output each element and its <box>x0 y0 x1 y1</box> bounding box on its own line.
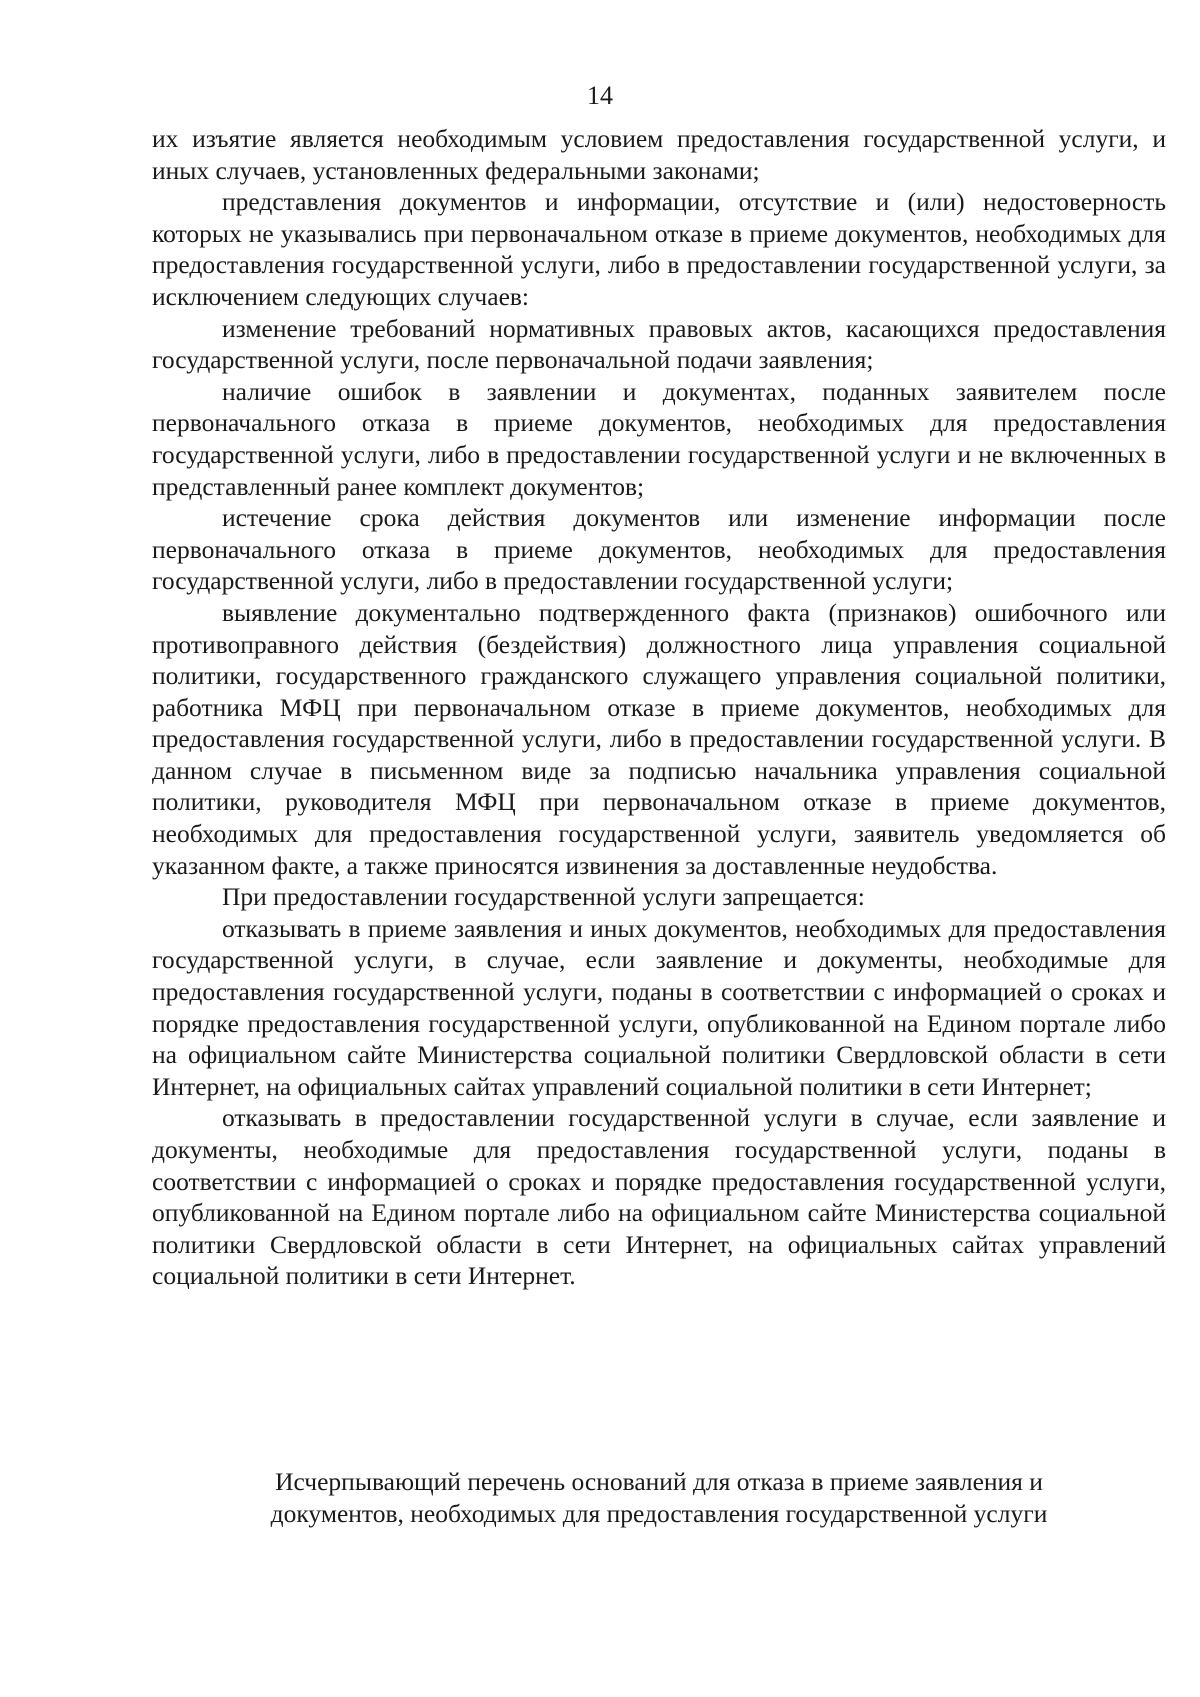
section-heading-line: Исчерпывающий перечень оснований для отказа в приеме заявления и <box>275 1467 1043 1496</box>
paragraph: их изъятие является необходимым условием предоставления государственной услуги, и иных случаев, установленных федеральными законами; <box>152 124 1166 185</box>
section-heading-line: документов, необходимых для предоставления государственной услуги <box>270 1498 1048 1528</box>
paragraph: выявление документально подтвержденного факта (признаков) ошибочного или противоправного действия (бездействия) должностного лица управления социальной политики, государственного гражданского служащего управления социальной политики, работника МФЦ при первоначальном отказе в приеме документов, необходимых для предоставления государственной услуги, либо в предоставлении государственной услуги. В данном случае в письменном виде за подписью начальника управления социальной политики, руководителя МФЦ при первоначальном отказе в приеме документов, необходимых для предоставления государственной услуги, заявитель уведомляется об указанном факте, а также приносятся извинения за доставленные неудобства. <box>152 597 1166 880</box>
paragraph: отказывать в предоставлении государственной услуги в случае, если заявление и документы, необходимые для предоставления государственной услуги, поданы в соответствии с информацией о сроках и порядке предоставления государственной услуги, опубликованной на Едином портале либо на официальном сайте Министерства социальной политики Свердловской области в сети Интернет, на официальных сайтах управлений социальной политики в сети Интернет. <box>152 1103 1166 1291</box>
paragraph: представления документов и информации, отсутствие и (или) недостоверность которых не указывались при первоначальном отказе в приеме документов, необходимых для предоставления государственной услуги, либо в предоставлении государственной услуги, за исключением следующих случаев: <box>152 187 1166 311</box>
paragraph: отказывать в приеме заявления и иных документов, необходимых для предоставления государственной услуги, в случае, если заявление и документы, необходимые для предоставления государственной услуги, поданы в соответствии с информацией о сроках и порядке предоставления государственной услуги, опубликованной на Едином портале либо на официальном сайте Министерства социальной политики Свердловской области в сети Интернет, на официальных сайтах управлений социальной политики в сети Интернет; <box>152 913 1166 1101</box>
paragraph: изменение требований нормативных правовых актов, касающихся предоставления государственной услуги, после первоначальной подачи заявления; <box>152 313 1166 375</box>
paragraph: При предоставлении государственной услуги запрещается: <box>222 882 865 912</box>
page-number: 14 <box>587 81 613 110</box>
section-heading <box>152 1466 1166 1529</box>
document-body <box>152 123 1166 1292</box>
paragraph: наличие ошибок в заявлении и документах, поданных заявителем после первоначального отказа в приеме документов, необходимых для предоставления государственной услуги, либо в предоставлении государственной услуги и не включенных в представленный ранее комплект документов; <box>152 376 1166 501</box>
paragraph: истечение срока действия документов или изменение информации после первоначального отказа в приеме документов, необходимых для предоставления государственной услуги, либо в предоставлении государственной услуги; <box>152 503 1166 596</box>
